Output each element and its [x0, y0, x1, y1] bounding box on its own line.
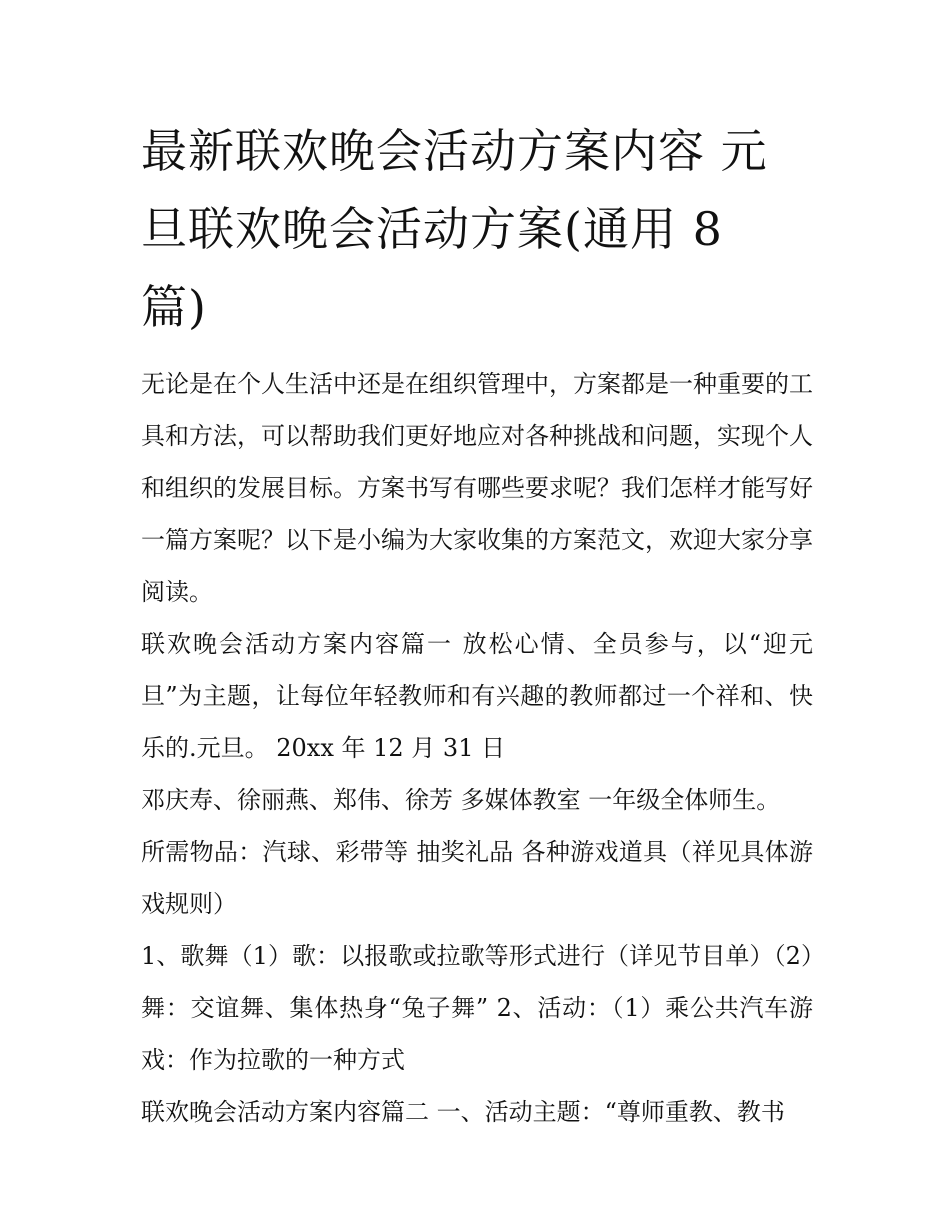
participants-paragraph: 邓庆寿、徐丽燕、郑伟、徐芳 多媒体教室 一年级全体师生。: [141, 786, 781, 814]
title-line-2: 旦联欢晚会活动方案(通用 8: [141, 202, 723, 256]
section-one-paragraph: 联欢晚会活动方案内容篇一 放松心情、全员参与，以“迎元旦”为主题，让每位年轻教师和有兴趣的教师都过一个祥和、快乐的.元旦。 20xx 年 12 月 31 日: [141, 630, 813, 762]
title-line-3: 篇): [141, 280, 207, 334]
document-page: [141, 112, 813, 1138]
title-line-1: 最新联欢晚会活动方案内容 元: [141, 124, 768, 178]
program-paragraph: 1、歌舞（1）歌：以报歌或拉歌等形式进行（详见节目单）（2）舞：交谊舞、集体热身“兔子舞” 2、活动：（1）乘公共汽车游戏：作为拉歌的一种方式: [141, 942, 813, 1074]
document-title: [141, 112, 813, 346]
materials-paragraph: 所需物品：汽球、彩带等 抽奖礼品 各种游戏道具（祥见具体游戏规则）: [141, 838, 813, 918]
intro-paragraph: 无论是在个人生活中还是在组织管理中，方案都是一种重要的工具和方法，可以帮助我们更好地应对各种挑战和问题，实现个人和组织的发展目标。方案书写有哪些要求呢？我们怎样才能写好一篇方案呢？以下是小编为大家收集的方案范文，欢迎大家分享阅读。: [141, 370, 813, 606]
section-two-paragraph: 联欢晚会活动方案内容篇二 一、活动主题：“尊师重教、教书: [141, 1098, 785, 1126]
